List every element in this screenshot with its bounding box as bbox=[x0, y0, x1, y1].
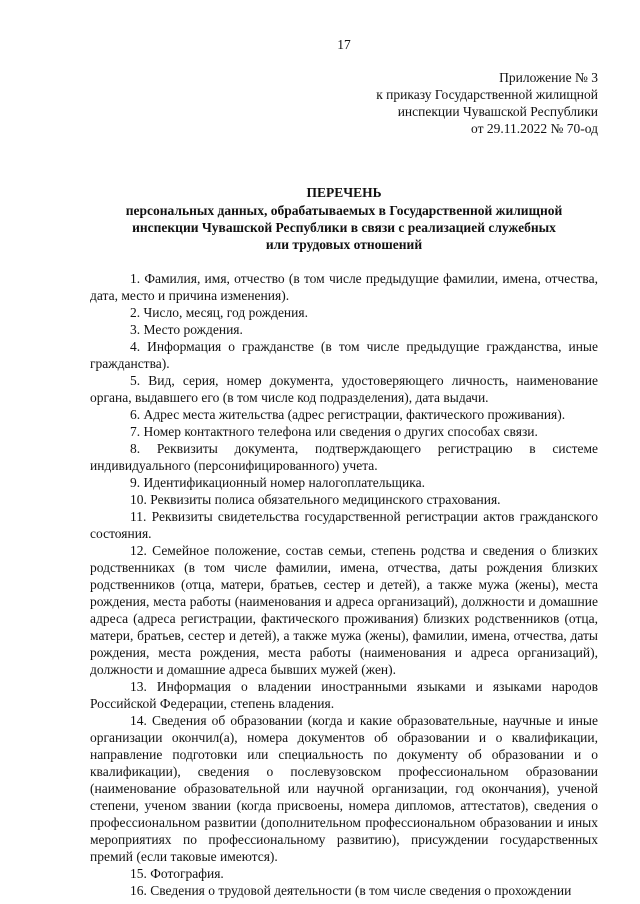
list-item: 11. Реквизиты свидетельства государственной регистрации актов гражданского состояния. bbox=[90, 509, 598, 541]
list-item: 16. Сведения о трудовой деятельности (в том числе сведения о прохождении bbox=[130, 883, 572, 898]
appendix-reference bbox=[90, 69, 598, 137]
list-item: 6. Адрес места жительства (адрес регистрации, фактического проживания). bbox=[130, 407, 566, 422]
title-line: или трудовых отношений bbox=[265, 237, 423, 252]
title-heading: ПЕРЕЧЕНЬ bbox=[306, 185, 382, 200]
data-items-list bbox=[90, 270, 598, 899]
list-item: 15. Фотография. bbox=[130, 866, 224, 881]
list-item: 4. Информация о гражданстве (в том числе предыдущие гражданства, иные гражданства). bbox=[90, 339, 598, 371]
list-item: 12. Семейное положение, состав семьи, степень родства и сведения о близких родственниках (в том числе фамилии, имена, отчества, даты рождения близких родственников (отца, матери, братьев, сестер и детей), а также мужа (жены), места рождения, места работы (наименования и адреса организаций), должности и домашние адреса (адреса регистрации, фактического проживания) близких родственников (отца, матери, братьев, сестер и детей), а также мужа (жены), фамилии, имена, отчества, даты рождения, места рождения, места работы (наименования и адреса организаций), должности и домашние адреса бывших мужей (жен). bbox=[90, 543, 598, 677]
list-item: 14. Сведения об образовании (когда и какие образовательные, научные и иные организации окончил(а), номера документов об образовании и о квалификации, направление подготовки или специальность по документу об образовании и о квалификации), сведения о послевузовском профессиональном образовании (наименование образовательной или научной организации, год окончания), ученой степени, ученом звании (когда присвоены, номера дипломов, аттестатов), сведения о профессиональном развитии (дополнительном профессиональном образовании и иных мероприятиях по профессиональному развитию), присуждении государственных премий (если таковые имеются). bbox=[90, 713, 598, 864]
list-item: 8. Реквизиты документа, подтверждающего регистрацию в системе индивидуального (персонифицированного) учета. bbox=[90, 441, 598, 473]
appendix-line: Приложение № 3 bbox=[499, 70, 598, 85]
title-line: персональных данных, обрабатываемых в Государственной жилищной bbox=[125, 203, 563, 218]
list-item: 10. Реквизиты полиса обязательного медицинского страхования. bbox=[130, 492, 501, 507]
list-item: 2. Число, месяц, год рождения. bbox=[130, 305, 308, 320]
title-line: инспекции Чувашской Республики в связи с реализацией служебных bbox=[132, 220, 556, 235]
appendix-line: к приказу Государственной жилищной bbox=[376, 87, 598, 102]
page-number: 17 bbox=[337, 37, 351, 52]
document-title bbox=[90, 184, 598, 253]
appendix-line: от 29.11.2022 № 70-од bbox=[471, 121, 598, 136]
list-item: 13. Информация о владении иностранными языками и языками народов Российской Федерации, степень владения. bbox=[90, 679, 598, 711]
list-item: 3. Место рождения. bbox=[130, 322, 243, 337]
list-item: 7. Номер контактного телефона или сведения о других способах связи. bbox=[130, 424, 538, 439]
list-item: 5. Вид, серия, номер документа, удостоверяющего личность, наименование органа, выдавшего его (в том числе код подразделения), дата выдачи. bbox=[90, 373, 598, 405]
list-item: 1. Фамилия, имя, отчество (в том числе предыдущие фамилии, имена, отчества, дата, место и причина изменения). bbox=[90, 271, 598, 303]
appendix-line: инспекции Чувашской Республики bbox=[397, 104, 598, 119]
list-item: 9. Идентификационный номер налогоплательщика. bbox=[130, 475, 425, 490]
